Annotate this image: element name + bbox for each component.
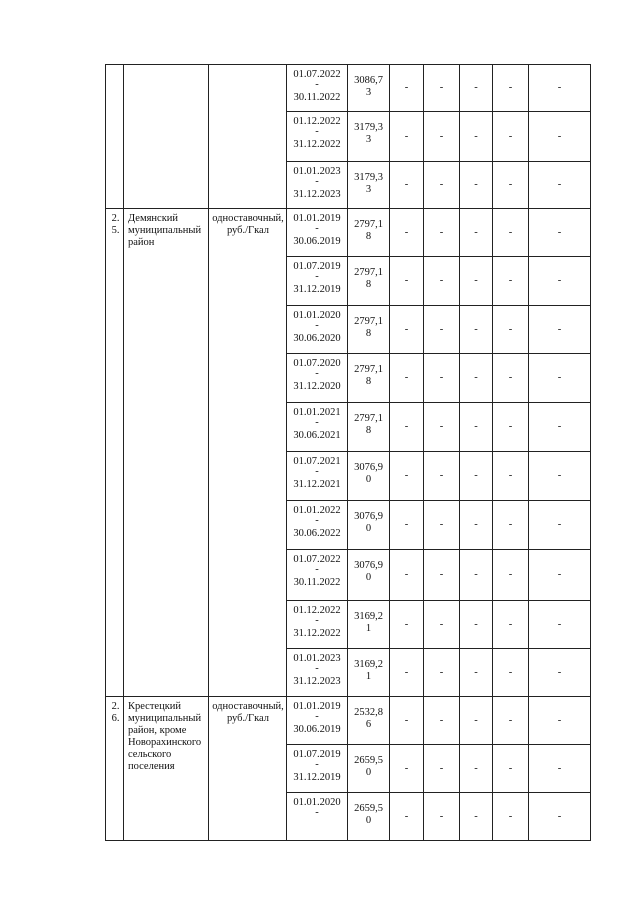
- tariff-value: [348, 162, 390, 209]
- period-cell: [287, 793, 348, 841]
- empty-value-cell: -: [529, 697, 591, 745]
- period-from: 01.12.2022: [293, 605, 341, 616]
- tariff-value: [348, 306, 390, 354]
- empty-value-cell: -: [424, 793, 460, 841]
- empty-value-cell: -: [493, 209, 529, 257]
- tariff-value: [348, 649, 390, 697]
- period-to: 30.06.2019: [293, 724, 341, 735]
- tariff-value: [348, 354, 390, 403]
- period-from: 01.01.2020: [293, 797, 341, 808]
- period-to: 31.12.2022: [293, 139, 341, 150]
- item-number: [106, 209, 124, 697]
- empty-value-cell: -: [424, 162, 460, 209]
- empty-value-cell: -: [390, 162, 424, 209]
- empty-value-cell: -: [460, 209, 493, 257]
- tariff-value-part: 3: [365, 134, 372, 145]
- period-to: 30.06.2019: [293, 236, 341, 247]
- tariff-value-part: 2797,1: [354, 364, 383, 375]
- empty-value-cell: -: [390, 306, 424, 354]
- tariff-value-part: 0: [365, 523, 372, 534]
- empty-value-cell: -: [460, 550, 493, 601]
- period-from: 01.07.2020: [293, 358, 341, 369]
- table-row: [106, 697, 591, 745]
- empty-value-cell: -: [493, 65, 529, 112]
- empty-value-cell: -: [529, 162, 591, 209]
- empty-value-cell: -: [529, 257, 591, 306]
- empty-value-cell: -: [424, 452, 460, 501]
- empty-value-cell: -: [424, 112, 460, 162]
- table-row: [106, 65, 591, 112]
- empty-value-cell: -: [424, 257, 460, 306]
- empty-value-cell: -: [424, 550, 460, 601]
- empty-value-cell: -: [493, 306, 529, 354]
- empty-value-cell: -: [424, 649, 460, 697]
- municipality-name: Демянский муниципальный район: [124, 209, 209, 697]
- tariff-value: [348, 601, 390, 649]
- item-number: [106, 65, 124, 209]
- period-from: 01.01.2022: [293, 505, 341, 516]
- period-from: 01.01.2019: [293, 701, 341, 712]
- period-dash: -: [315, 615, 319, 626]
- empty-value-cell: -: [529, 452, 591, 501]
- empty-value-cell: -: [390, 550, 424, 601]
- empty-value-cell: -: [493, 452, 529, 501]
- period-from: 01.01.2020: [293, 310, 341, 321]
- period-from: 01.07.2021: [293, 456, 341, 467]
- empty-value-cell: -: [460, 257, 493, 306]
- empty-value-cell: -: [493, 793, 529, 841]
- tariff-value-part: 2797,1: [354, 219, 383, 230]
- tariff-value-part: 0: [365, 474, 372, 485]
- tariff-value: [348, 793, 390, 841]
- period-to: 30.06.2020: [293, 333, 341, 344]
- empty-value-cell: -: [493, 501, 529, 550]
- period-dash: -: [315, 663, 319, 674]
- period-to: 30.06.2021: [293, 430, 341, 441]
- empty-value-cell: -: [493, 601, 529, 649]
- empty-value-cell: -: [424, 601, 460, 649]
- empty-value-cell: -: [460, 354, 493, 403]
- empty-value-cell: -: [460, 649, 493, 697]
- tariff-value-part: 2659,5: [354, 803, 383, 814]
- empty-value-cell: -: [529, 601, 591, 649]
- empty-value-cell: -: [424, 501, 460, 550]
- empty-value-cell: -: [390, 403, 424, 452]
- tariff-value-part: 6: [365, 719, 372, 730]
- empty-value-cell: -: [460, 452, 493, 501]
- tariff-type: [209, 65, 287, 209]
- tariff-value: [348, 501, 390, 550]
- empty-value-cell: -: [460, 403, 493, 452]
- empty-value-cell: -: [529, 209, 591, 257]
- tariff-value: [348, 112, 390, 162]
- period-dash: -: [315, 417, 319, 428]
- empty-value-cell: -: [390, 65, 424, 112]
- period-cell: [287, 257, 348, 306]
- tariff-value-part: 3076,9: [354, 511, 383, 522]
- empty-value-cell: -: [390, 649, 424, 697]
- tariff-value-part: 3179,3: [354, 122, 383, 133]
- period-cell: [287, 745, 348, 793]
- table-row: [106, 209, 591, 257]
- period-to: 30.11.2022: [293, 577, 341, 588]
- empty-value-cell: -: [460, 745, 493, 793]
- tariff-value-part: 0: [365, 572, 372, 583]
- tariff-value-part: 1: [365, 671, 372, 682]
- period-cell: [287, 649, 348, 697]
- tariff-value-part: 1: [365, 623, 372, 634]
- tariff-value-part: 2797,1: [354, 267, 383, 278]
- period-cell: [287, 550, 348, 601]
- empty-value-cell: -: [390, 793, 424, 841]
- period-cell: [287, 403, 348, 452]
- empty-value-cell: -: [529, 112, 591, 162]
- empty-value-cell: -: [460, 601, 493, 649]
- period-cell: [287, 209, 348, 257]
- period-cell: [287, 452, 348, 501]
- empty-value-cell: -: [424, 745, 460, 793]
- empty-value-cell: -: [390, 209, 424, 257]
- period-dash: -: [315, 466, 319, 477]
- period-dash: -: [315, 515, 319, 526]
- empty-value-cell: -: [529, 65, 591, 112]
- period-to: 30.11.2022: [293, 92, 341, 103]
- period-from: 01.07.2022: [293, 554, 341, 565]
- empty-value-cell: -: [529, 550, 591, 601]
- period-to: 31.12.2021: [293, 479, 341, 490]
- period-from: 01.07.2022: [293, 69, 341, 80]
- period-cell: [287, 601, 348, 649]
- empty-value-cell: -: [460, 162, 493, 209]
- tariff-value-part: 3086,7: [354, 75, 383, 86]
- period-cell: [287, 501, 348, 550]
- period-to: 31.12.2023: [293, 189, 341, 200]
- tariff-value: [348, 403, 390, 452]
- period-from: 01.01.2021: [293, 407, 341, 418]
- empty-value-cell: -: [493, 649, 529, 697]
- empty-value-cell: -: [493, 403, 529, 452]
- empty-value-cell: -: [390, 697, 424, 745]
- period-dash: -: [315, 271, 319, 282]
- period-dash: -: [315, 759, 319, 770]
- period-dash: -: [315, 368, 319, 379]
- period-from: 01.01.2019: [293, 213, 341, 224]
- empty-value-cell: -: [390, 745, 424, 793]
- empty-value-cell: -: [424, 354, 460, 403]
- empty-value-cell: -: [529, 306, 591, 354]
- item-number-part: 5.: [111, 225, 120, 236]
- period-to: 31.12.2020: [293, 381, 341, 392]
- period-dash: -: [315, 711, 319, 722]
- tariff-value: [348, 65, 390, 112]
- tariff-value-part: 8: [365, 231, 372, 242]
- empty-value-cell: -: [493, 354, 529, 403]
- period-dash: -: [315, 320, 319, 331]
- tariff-value-part: 3076,9: [354, 462, 383, 473]
- tariff-value-part: 2797,1: [354, 316, 383, 327]
- period-dash: -: [315, 176, 319, 187]
- tariff-value-part: 3169,2: [354, 611, 383, 622]
- period-from: 01.12.2022: [293, 116, 341, 127]
- period-cell: [287, 697, 348, 745]
- tariff-value-part: 8: [365, 279, 372, 290]
- tariff-value-part: 3169,2: [354, 659, 383, 670]
- period-from: 01.07.2019: [293, 749, 341, 760]
- tariff-value: [348, 257, 390, 306]
- tariff-value-part: 8: [365, 328, 372, 339]
- municipality-name: [124, 65, 209, 209]
- empty-value-cell: -: [460, 112, 493, 162]
- tariff-value: [348, 452, 390, 501]
- municipality-name: Крестецкий муниципальный район, кроме Новорахинского сельского поселения: [124, 697, 209, 841]
- empty-value-cell: -: [529, 793, 591, 841]
- empty-value-cell: -: [460, 501, 493, 550]
- tariff-value-part: 3: [365, 184, 372, 195]
- empty-value-cell: -: [529, 745, 591, 793]
- tariff-value-part: 3: [365, 87, 372, 98]
- empty-value-cell: -: [424, 306, 460, 354]
- period-from: 01.01.2023: [293, 653, 341, 664]
- tariff-value: [348, 209, 390, 257]
- empty-value-cell: -: [493, 162, 529, 209]
- empty-value-cell: -: [460, 65, 493, 112]
- period-cell: [287, 162, 348, 209]
- empty-value-cell: -: [424, 209, 460, 257]
- period-to: 31.12.2019: [293, 284, 341, 295]
- period-to: 30.06.2022: [293, 528, 341, 539]
- empty-value-cell: -: [424, 697, 460, 745]
- empty-value-cell: -: [460, 697, 493, 745]
- period-cell: [287, 306, 348, 354]
- tariff-value: [348, 697, 390, 745]
- period-from: 01.07.2019: [293, 261, 341, 272]
- empty-value-cell: -: [390, 257, 424, 306]
- period-cell: [287, 354, 348, 403]
- empty-value-cell: -: [529, 403, 591, 452]
- empty-value-cell: -: [493, 550, 529, 601]
- period-dash: -: [315, 223, 319, 234]
- empty-value-cell: -: [390, 452, 424, 501]
- tariff-value: [348, 745, 390, 793]
- empty-value-cell: -: [460, 793, 493, 841]
- item-number-part: 2.: [111, 213, 120, 224]
- period-cell: [287, 112, 348, 162]
- period-dash: -: [315, 564, 319, 575]
- tariff-value-part: 0: [365, 767, 372, 778]
- empty-value-cell: -: [390, 354, 424, 403]
- tariff-value-part: 0: [365, 815, 372, 826]
- empty-value-cell: -: [424, 65, 460, 112]
- empty-value-cell: -: [493, 745, 529, 793]
- period-from: 01.01.2023: [293, 166, 341, 177]
- empty-value-cell: -: [493, 697, 529, 745]
- empty-value-cell: -: [390, 112, 424, 162]
- tariff-value-part: 2797,1: [354, 413, 383, 424]
- item-number-part: 2.: [111, 701, 120, 712]
- empty-value-cell: -: [529, 354, 591, 403]
- empty-value-cell: -: [390, 501, 424, 550]
- empty-value-cell: -: [424, 403, 460, 452]
- tariff-value-part: 2532,8: [354, 707, 383, 718]
- tariff-value-part: 3076,9: [354, 560, 383, 571]
- period-to: 31.12.2023: [293, 676, 341, 687]
- empty-value-cell: -: [529, 649, 591, 697]
- tariff-value-part: 8: [365, 376, 372, 387]
- period-dash: -: [315, 79, 319, 90]
- item-number: [106, 697, 124, 841]
- tariff-type: одноставочный, руб./Гкал: [209, 209, 287, 697]
- empty-value-cell: -: [493, 257, 529, 306]
- tariff-table: [105, 64, 591, 841]
- tariff-type: одноставочный, руб./Гкал: [209, 697, 287, 841]
- tariff-value: [348, 550, 390, 601]
- period-to: 31.12.2022: [293, 628, 341, 639]
- period-dash: -: [315, 807, 319, 818]
- empty-value-cell: -: [460, 306, 493, 354]
- empty-value-cell: -: [493, 112, 529, 162]
- period-cell: [287, 65, 348, 112]
- item-number-part: 6.: [111, 713, 120, 724]
- period-dash: -: [315, 126, 319, 137]
- empty-value-cell: -: [390, 601, 424, 649]
- tariff-value-part: 3179,3: [354, 172, 383, 183]
- tariff-value-part: 8: [365, 425, 372, 436]
- period-to: 31.12.2019: [293, 772, 341, 783]
- empty-value-cell: -: [529, 501, 591, 550]
- tariff-value-part: 2659,5: [354, 755, 383, 766]
